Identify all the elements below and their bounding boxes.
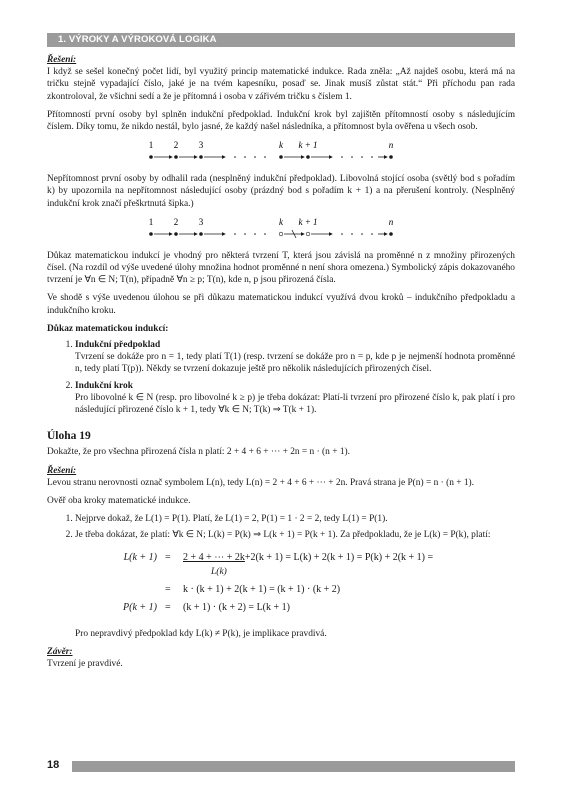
task-step: 1. Nejprve dokaž, že L(1) = P(1). Platí, že L(1) = 2, P(1) = 1 · 2 = 2, tedy L(1) = P(1). xyxy=(75,513,515,525)
proof-step xyxy=(75,380,515,417)
underbrace-label: L(k) xyxy=(211,566,227,577)
task-solution-heading: Řešení: xyxy=(47,465,77,476)
derivation-row-1 xyxy=(97,552,515,584)
diagram-label-1: 1 xyxy=(148,140,154,151)
row-lhs: L(k + 1) xyxy=(123,551,157,563)
step-text: Pro libovolné k ∈ N (resp. pro libovolné k ≥ p) je třeba dokázat: Platí-li tvrzení pro přirozené číslo k, pak platí i pro následující přirozené číslo k + 1, tedy ∀k ∈ N; T(k) ⇒ T(k + 1). xyxy=(75,392,515,416)
derivation-row-3 xyxy=(97,602,515,620)
diagram-label-1: 1 xyxy=(148,216,154,227)
row-rhs: (k + 1) · (k + 2) = L(k + 1) xyxy=(183,601,290,613)
row-equals: = xyxy=(165,551,171,563)
task-statement: Dokažte, že pro všechna přirozená čísla n platí: 2 + 4 + 6 + ⋯ + 2n = n · (n + 1). xyxy=(47,447,350,458)
step-text: Tvrzení se dokáže pro n = 1, tedy platí T(1) (resp. tvrzení se dokáže pro n = p, kde p je nejmenší hodnota proměnné n, tedy platí T(p)). Někdy se tvrzení dokazuje ještě pro několik následujících přirozených čísel. xyxy=(75,352,515,375)
page-number: 18 xyxy=(47,759,60,771)
derivation-row-2 xyxy=(97,584,515,602)
paragraph-1: I když se sešel konečný počet lidí, byl využitý princip matematické indukce. Rada zněla: „Až najdeš osobu, která má na tričku stejně vypadající číslo, jaké je na tvém kapesníku, posaď se. Jinak musíš zůstat stát.“ Při příchodu pan rada zkontroloval, že všichni sedí a že je přítomná i osoba v zářivém tričku s číslem 1. xyxy=(47,67,515,102)
induction-diagram-broken xyxy=(146,216,416,242)
row-rhs xyxy=(183,552,433,564)
diagram-label-3: 3 xyxy=(198,216,204,227)
diagram-label-k: k xyxy=(279,140,283,151)
page-content xyxy=(47,54,515,676)
task-step: 2. Je třeba dokázat, že platí: ∀k ∈ N; L(k) = P(k) ⇒ L(k + 1) = P(k + 1). Za předpokladu, že je L(k) = P(k), platí: xyxy=(75,529,515,541)
step-title: 1. Indukční předpoklad xyxy=(75,340,161,351)
diagram-label-2: 2 xyxy=(173,216,179,227)
derivation xyxy=(97,552,515,620)
row-equals: = xyxy=(165,601,171,613)
diagram-label-2: 2 xyxy=(173,140,179,151)
diagram-label-3: 3 xyxy=(198,140,204,151)
conclusion-text: Tvrzení je pravdivé. xyxy=(47,659,123,670)
task-solution-p2: Ověř oba kroky matematické indukce. xyxy=(47,496,191,507)
paragraph-3: Nepřítomnost první osoby by odhalil rada (nesplněný indukční předpoklad). Libovolná stojící osoba (světlý bod s pořadím k) by upozornila na nepřítomnost následující osoby (prázdný bod s pořadím k + 1) a na přerušení kontroly. (Nesplněný indukční krok značí přeškrtnutá šipka.) xyxy=(47,174,515,209)
task-title: Úloha 19 xyxy=(47,430,91,443)
paragraph-4: Důkaz matematickou indukcí je vhodný pro některá tvrzení T, která jsou závislá na proměnné n z množiny přirozených čísel. (Na rozdíl od výše uvedené úlohy množina hodnot proměnné n není shora omezena.) Symbolický zápis dokazovaného tvrzení je ∀n ∈ N; T(n), případně ∀n ≥ p; T(n), kde n, p jsou přirozená čísla. xyxy=(47,250,515,286)
paragraph-5: Ve shodě s výše uvedenou úlohou se při důkazu matematickou indukcí využívá dvou kroků – indukčního předpokladu a indukčního kroku. xyxy=(47,293,515,316)
diagram-label-n: n xyxy=(388,140,394,151)
proof-step xyxy=(75,339,515,376)
underbraced-sum: 2 + 4 + ⋯ + 2k xyxy=(183,551,245,563)
conclusion-heading: Závěr: xyxy=(47,646,73,657)
row-lhs: P(k + 1) xyxy=(123,601,157,613)
task-solution-p3: Pro nepravdivý předpoklad kdy L(k) ≠ P(k), je implikace pravdivá. xyxy=(75,628,327,639)
row-rest: +2(k + 1) = L(k) + 2(k + 1) = P(k) + 2(k + 1) = xyxy=(244,551,434,563)
step-title: 2. Indukční krok xyxy=(75,380,133,391)
diagram-label-k1: k + 1 xyxy=(298,140,318,151)
diagram-label-k1: k + 1 xyxy=(298,216,318,227)
footer-bar xyxy=(72,761,515,772)
proof-heading: Důkaz matematickou indukcí: xyxy=(47,323,169,334)
row-rhs: k · (k + 1) + 2(k + 1) = (k + 1) · (k + 2) xyxy=(183,583,341,595)
task-solution-p1: Levou stranu nerovnosti označ symbolem L(n), tedy L(n) = 2 + 4 + 6 + ⋯ + 2n. Pravá strana je P(n) = n · (n + 1). xyxy=(47,477,475,488)
diagram-label-n: n xyxy=(388,216,394,227)
solution-heading: Řešení: xyxy=(47,55,77,65)
task-steps xyxy=(47,513,515,541)
paragraph-2: Přítomností první osoby byl splněn indukční předpoklad. Indukční krok byl zajištěn přítomností osoby s následujícím číslem. Díky tomu, že nikdo nestál, bylo jasné, že každý našel následníka, a přítomnost byla ověřena u všech osob. xyxy=(47,109,515,133)
diagram-label-k: k xyxy=(279,216,283,227)
row-equals: = xyxy=(165,583,171,595)
induction-diagram-complete xyxy=(146,139,416,165)
chapter-title: 1. VÝROKY A VÝROKOVÁ LOGIKA xyxy=(58,34,217,45)
proof-steps xyxy=(47,339,515,416)
